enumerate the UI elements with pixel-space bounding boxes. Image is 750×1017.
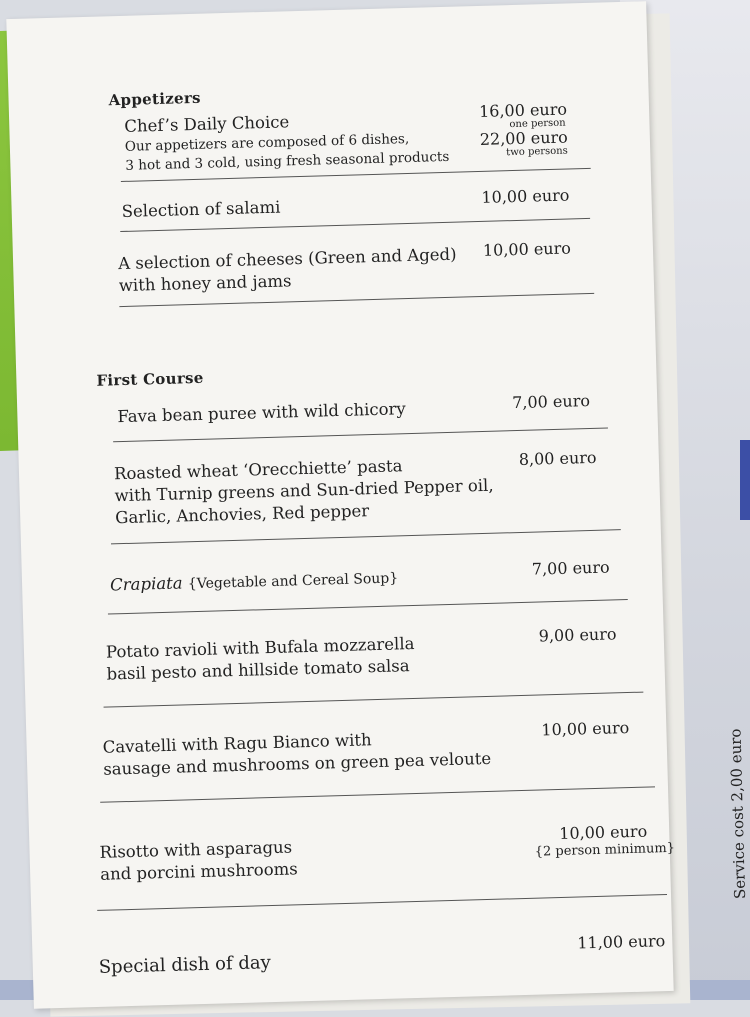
- chefs-choice-item: [124, 107, 450, 176]
- divider: [111, 529, 621, 544]
- special-name: Special dish of day: [98, 952, 272, 978]
- divider: [113, 427, 608, 442]
- ravioli-item: [106, 633, 416, 686]
- divider: [97, 894, 667, 911]
- fava-item: [117, 398, 406, 428]
- ravioli-name: Potato ravioli with Bufala mozzarella basil pesto and hillside tomato salsa: [105, 633, 415, 684]
- chefs-choice-desc: Our appetizers are composed of 6 dishes, 3 hot and 3 cold, using fresh seasonal products: [124, 130, 450, 174]
- chefs-choice-name: Chef’s Daily Choice: [124, 112, 290, 136]
- chefs-choice-price-one: 16,00 euro: [478, 99, 568, 121]
- orecchiette-name: Roasted wheat ‘Orecchiette’ pasta with Turnip greens and Sun-dried Pepper oil, Garlic, Anchovies, Red pepper: [113, 456, 494, 528]
- risotto-name: Risotto with asparagus and porcini mushrooms: [99, 837, 298, 884]
- risotto-price: 10,00 euro: [558, 821, 648, 844]
- service-cost-note: Service cost 2,00 euro: [726, 728, 750, 900]
- crapiata-subtitle: {Vegetable and Cereal Soup}: [187, 570, 399, 593]
- menu-page: [6, 1, 750, 1008]
- chefs-choice-price-two: 22,00 euro: [479, 127, 569, 149]
- cheeses-price: 10,00 euro: [482, 238, 572, 260]
- ravioli-price: 9,00 euro: [538, 624, 617, 646]
- fava-name: Fava bean puree with wild chicory: [117, 399, 406, 427]
- fava-price: 7,00 euro: [511, 390, 591, 413]
- crapiata-item: [110, 566, 399, 597]
- cheeses-name: A selection of cheeses (Green and Aged) with honey and jams: [117, 244, 457, 296]
- cavatelli-price: 10,00 euro: [541, 718, 630, 740]
- risotto-note: {2 person minimum}: [534, 840, 676, 860]
- first-course-heading: First Course: [96, 368, 204, 390]
- orecchiette-price: 8,00 euro: [518, 447, 597, 469]
- special-price: 11,00 euro: [577, 931, 666, 953]
- salami-price: 10,00 euro: [481, 185, 570, 207]
- special-item: [99, 952, 272, 979]
- divider: [104, 692, 644, 708]
- crapiata-price: 7,00 euro: [531, 557, 610, 579]
- blue-edge: [740, 440, 750, 520]
- divider: [108, 599, 628, 615]
- orecchiette-item: [114, 453, 495, 530]
- appetizers-heading: Appetizers: [108, 88, 202, 110]
- cheeses-item: [118, 244, 458, 297]
- salami-name: Selection of salami: [121, 197, 281, 221]
- risotto-item: [99, 836, 298, 885]
- cavatelli-item: [102, 726, 491, 781]
- divider: [100, 786, 655, 802]
- cavatelli-name: Cavatelli with Ragu Bianco with sausage and mushrooms on green pea veloute: [102, 730, 492, 779]
- salami-item: [121, 197, 280, 223]
- chefs-choice-note-two: two persons: [506, 145, 568, 159]
- crapiata-name: Crapiata: [109, 573, 183, 595]
- chefs-choice-note-one: one person: [509, 117, 566, 131]
